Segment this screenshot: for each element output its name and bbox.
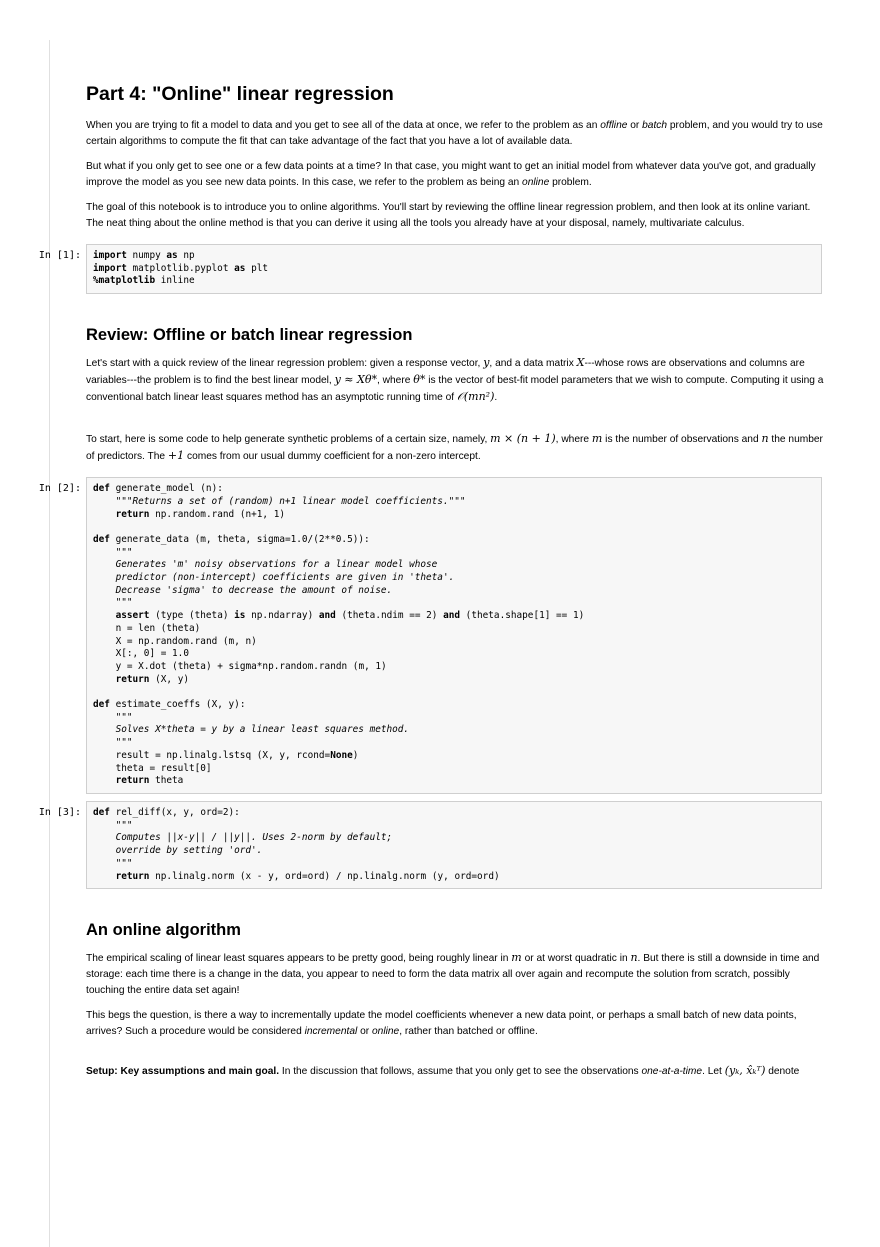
code-line: def generate_data (m, theta, sigma=1.0/(2**0.5)): <box>93 533 370 545</box>
code-line: y = X.dot (theta) + sigma*np.random.randn (m, 1) <box>115 660 387 672</box>
code-line: assert (type (theta) is np.ndarray) and (theta.ndim == 2) and (theta.shape[1] == 1) <box>115 610 585 622</box>
review-heading: Review: Offline or batch linear regression <box>86 326 413 345</box>
cell-prompt: In [1]: <box>38 250 81 261</box>
part4-heading: Part 4: "Online" linear regression <box>86 83 394 105</box>
code-line <box>93 521 815 534</box>
code-line: return (X, y) <box>115 673 190 685</box>
code-line <box>93 686 815 699</box>
code-line: return np.linalg.norm (x - y, ord=ord) / np.linalg.norm (y, ord=ord) <box>115 870 500 882</box>
code-line: """ <box>93 546 133 558</box>
code-line: return np.random.rand (n+1, 1) <box>115 508 285 520</box>
code-line: result = np.linalg.lstsq (X, y, rcond=None) <box>115 749 359 761</box>
code-line: """ <box>93 857 133 869</box>
code-line: def estimate_coeffs (X, y): <box>93 699 246 711</box>
code-cell-2[interactable] <box>20 477 822 794</box>
review-paragraph-1: Let's start with a quick review of the linear regression problem: given a response vector, y, and a data matrix X---whose rows are observations and columns are variables---the problem is to find the best linear model, y ≈ Xθ*, where θ* is the vector of best-fit model parameters that we wish to compute. Computing it using a conventional batch linear least squares method has an asymptotic running time of 𝒪(mn²). <box>86 356 824 404</box>
code-input[interactable] <box>86 801 822 889</box>
code-line: predictor (non-intercept) coefficients are given in 'theta'. <box>93 572 455 584</box>
code-line: X = np.random.rand (m, n) <box>115 635 257 647</box>
code-line: """ <box>93 819 133 831</box>
code-line: """ <box>93 597 133 609</box>
code-input[interactable] <box>86 477 822 794</box>
code-line: Decrease 'sigma' to decrease the amount of noise. <box>93 584 393 596</box>
code-line: n = len (theta) <box>115 622 201 634</box>
code-line: Computes ||x-y|| / ||y||. Uses 2-norm by default; <box>93 832 393 844</box>
code-line: override by setting 'ord'. <box>93 845 263 857</box>
review-paragraph-2: To start, here is some code to help generate synthetic problems of a certain size, namely, m × (n + 1), where m is the number of observations and n the number of predictors. The +1 comes from our usual dummy coefficient for a non-zero intercept. <box>86 432 823 463</box>
code-line: def rel_diff(x, y, ord=2): <box>93 806 240 818</box>
online-paragraph-2: This begs the question, is there a way to incrementally update the model coefficients whenever a new data point, or perhaps a small batch of new data points, arrives? Such a procedure would be considered incremental or online, rather than batched or offline. <box>86 1010 797 1038</box>
cell-prompt: In [3]: <box>38 806 81 818</box>
code-line: theta = result[0] <box>115 762 212 774</box>
code-line: """ <box>93 711 133 723</box>
code-cell-1[interactable] <box>20 244 822 294</box>
part4-paragraph-1: When you are trying to fit a model to data and you get to see all of the data at once, we refer to the problem as an offline or batch problem, and you would try to use certain algorithms to compute the fit that can take advantage of the fact that you have a lot of available data. <box>86 120 823 147</box>
cell-prompt: In [2]: <box>38 483 81 495</box>
code-line: """Returns a set of (random) n+1 linear model coefficients.""" <box>93 495 466 507</box>
code-line: """ <box>93 737 133 749</box>
part4-paragraph-3: The goal of this notebook is to introduce you to online algorithms. You'll start by reviewing the offline linear regression problem, and then look at its online variant. The neat thing about the online method is that you can derive it using all the tools you already have at your disposal, namely, multivariate calculus. <box>86 202 811 229</box>
part4-paragraph-2: But what if you only get to see one or a few data points at a time? In that case, you might want to get an initial model from whatever data you've got, and gradually improve the model as you see new data points. In this case, we refer to the problem as being an online problem. <box>86 161 816 188</box>
online-heading: An online algorithm <box>86 921 241 940</box>
code-line: return theta <box>115 775 184 787</box>
code-cell-3[interactable] <box>20 801 822 889</box>
code-line: Solves X*theta = y by a linear least squares method. <box>93 724 410 736</box>
code-line: X[:, 0] = 1.0 <box>115 648 189 660</box>
online-paragraph-3: Setup: Key assumptions and main goal. In the discussion that follows, assume that you only get to see the observations one-at-a-time. Let (yₖ, x̂ₖᵀ) denote <box>86 1064 800 1078</box>
code-line: def generate_model (n): <box>93 483 223 495</box>
online-paragraph-1: The empirical scaling of linear least squares appears to be pretty good, being roughly linear in m or at worst quadratic in n. But there is still a downside in time and storage: each time there is a change in the data, you appear to need to form the data matrix all over again and recompute the solution from scratch, possibly touching the entire data set again! <box>86 951 820 997</box>
code-line: Generates 'm' noisy observations for a linear model whose <box>93 559 438 571</box>
code-input[interactable]: import numpy as np import matplotlib.pyplot as plt %matplotlib inline <box>86 244 822 294</box>
notebook-content <box>38 80 824 1089</box>
